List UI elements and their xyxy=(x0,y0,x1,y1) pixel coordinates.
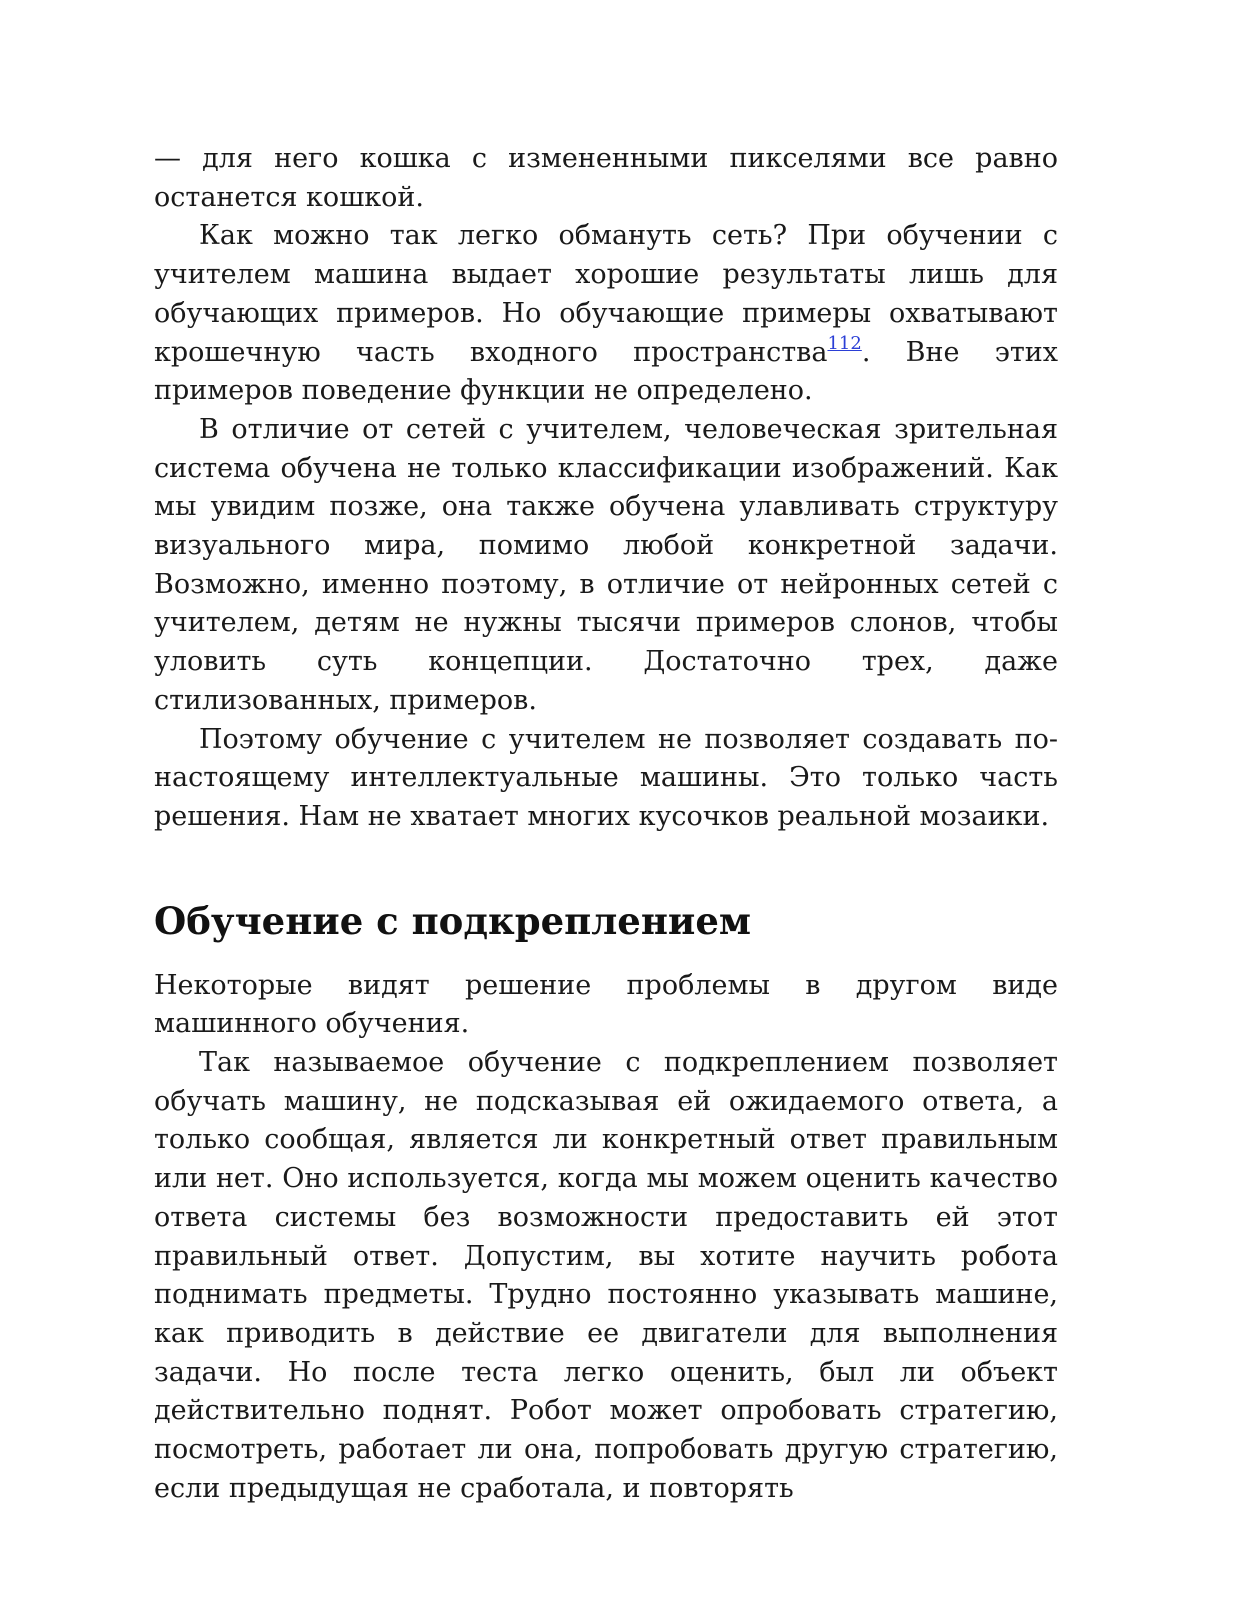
book-page xyxy=(154,140,1058,1509)
paragraph-intro: Некоторые видят решение проблемы в другом виде машинного обучения. xyxy=(154,969,1058,1040)
paragraph-continuation: — для него кошка с измененными пикселями все равно останется кошкой. xyxy=(154,143,1058,213)
paragraph-fooling-network xyxy=(154,217,1058,411)
paragraph-text-after-footnote: . Вне этих примеров поведение функции не определено. xyxy=(154,336,1058,407)
paragraph-reinforcement: Так называемое обучение с подкреплением позволяет обучать машину, не подсказывая ей ожидаемого ответа, а только сообщая, является ли конкретный ответ правильным или нет. Оно используется, когда мы можем оценить качество ответа системы без возможности предоставить ей этот правильный ответ. Допустим, вы хотите научить робота поднимать предметы. Трудно постоянно указывать машине, как приводить в действие ее двигатели для выполнения задачи. Но после теста легко оценить, был ли объект действительно поднят. Робот может опробовать стратегию, посмотреть, работает ли она, попробовать другую стратегию, если предыдущая не сработала, и повторять xyxy=(154,1047,1058,1504)
paragraph-text-before-footnote: Как можно так легко обмануть сеть? При обучении с учителем машина выдает хорошие результаты лишь для обучающих примеров. Но обучающие примеры охватывают крошечную часть входного пространства xyxy=(154,220,1058,368)
paragraph-human-vision: В отличие от сетей с учителем, человеческая зрительная система обучена не только классификации изображений. Как мы увидим позже, она также обучена улавливать структуру визуального мира, помимо любой конкретной задачи. Возможно, именно поэтому, в отличие от нейронных сетей с учителем, детям не нужны тысячи примеров слонов, чтобы уловить суть концепции. Достаточно трех, даже стилизованных, примеров. xyxy=(154,413,1058,716)
section-heading: Обучение с подкреплением xyxy=(154,898,752,943)
paragraph-conclusion: Поэтому обучение с учителем не позволяет создавать по-настоящему интеллектуальные машины. Это только часть решения. Нам не хватает многих кусочков реальной мозаики. xyxy=(154,723,1058,832)
footnote-link-112[interactable]: 112 xyxy=(827,332,862,354)
